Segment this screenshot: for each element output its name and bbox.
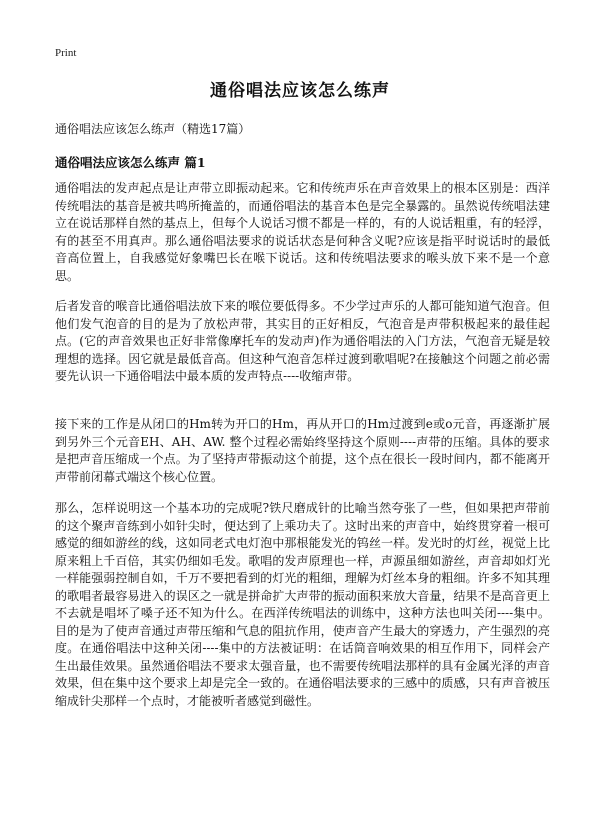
section-heading: 通俗唱法应该怎么练声 篇1: [55, 155, 206, 170]
print-label: Print: [55, 47, 77, 59]
paragraph-1: 通俗唱法的发声起点是让声带立即振动起来。它和传统声乐在声音效果上的根本区别是：西洋传统唱法的基音是被共鸣所掩盖的，而通俗唱法的基音本色是完全暴露的。虽然说传统唱法建立在说话那样自然的基点上，但每个人说话习惯不都是一样的，有的人说话粗重，有的轻浮，有的甚至不用真声。那么通俗唱法要求的说话状态是何种含义呢?应该是指平时说话时的最低音高位置上，自我感觉好象嘴巴长在喉下说话。这和传统唱法要求的喉头放下来不是一个意思。: [55, 181, 550, 283]
paragraph-3: 接下来的工作是从闭口的Hm转为开口的Hm，再从开口的Hm过渡到e或o元音，再逐渐扩展到另外三个元音EH、AH、AW. 整个过程必需始终坚持这个原则----声带的压缩。具体的要求是把声音压缩成一个点。为了坚持声带振动这个前提，这个点在很长一段时间内，都不能离开声带前闭幕式端这个核心位置。: [55, 417, 550, 484]
paragraph-4: 那么，怎样说明这一个基本功的完成呢?铁尺磨成针的比喻当然夸张了一些，但如果把声带前的这个聚声音练到小如针尖时，便达到了上乘功夫了。这时出来的声音中，始终贯穿着一根可感觉的细如游丝的线，这如同老式电灯泡中那根能发光的钨丝一样。发光时的灯丝，视觉上比原来粗上千百倍，其实仍细如毛发。歌唱的发声原理也一样，声源虽细如游丝，声音却如灯光一样能强弱控制自如，千万不要把看到的灯光的粗细，理解为灯丝本身的粗细。许多不知其理的歌唱者最容易进入的误区之一就是拼命扩大声带的振动面积来放大音量，结果不是高音更上不去就是唱坏了嗓子还不知为什么。在西洋传统唱法的训练中，这种方法也叫关闭----集中。目的是为了使声音通过声带压缩和气息的阻抗作用，使声音产生最大的穿透力，产生强烈的亮度。在通俗唱法中这种关闭----集中的方法被证明：在话筒音响效果的相互作用下，同样会产生出最佳效果。虽然通俗唱法不要求太强音量，也不需要传统唱法那样的具有金属光泽的声音效果，但在集中这个要求上却是完全一致的。在通俗唱法要求的三感中的质感，只有声音被压缩成针尖那样一个点时，才能被听者感觉到磁性。: [55, 501, 550, 708]
page-title: 通俗唱法应该怎么练声: [210, 81, 390, 101]
paragraph-2: 后者发音的喉音比通俗唱法放下来的喉位要低得多。不少学过声乐的人都可能知道气泡音。但他们发气泡音的目的是为了放松声带，其实目的正好相反，气泡音是声带积极起来的最佳起点。(它的声音效果也正好非常像摩托车的发动声)作为通俗唱法的入门方法，气泡音无疑是较理想的选择。因它就是最低音高。但这种气泡音怎样过渡到歌唱呢?在接触这个问题之前必需要先认识一下通俗唱法中最本质的发声特点----收缩声带。: [55, 299, 550, 383]
document-subtitle: 通俗唱法应该怎么练声（精选17篇）: [55, 122, 251, 136]
